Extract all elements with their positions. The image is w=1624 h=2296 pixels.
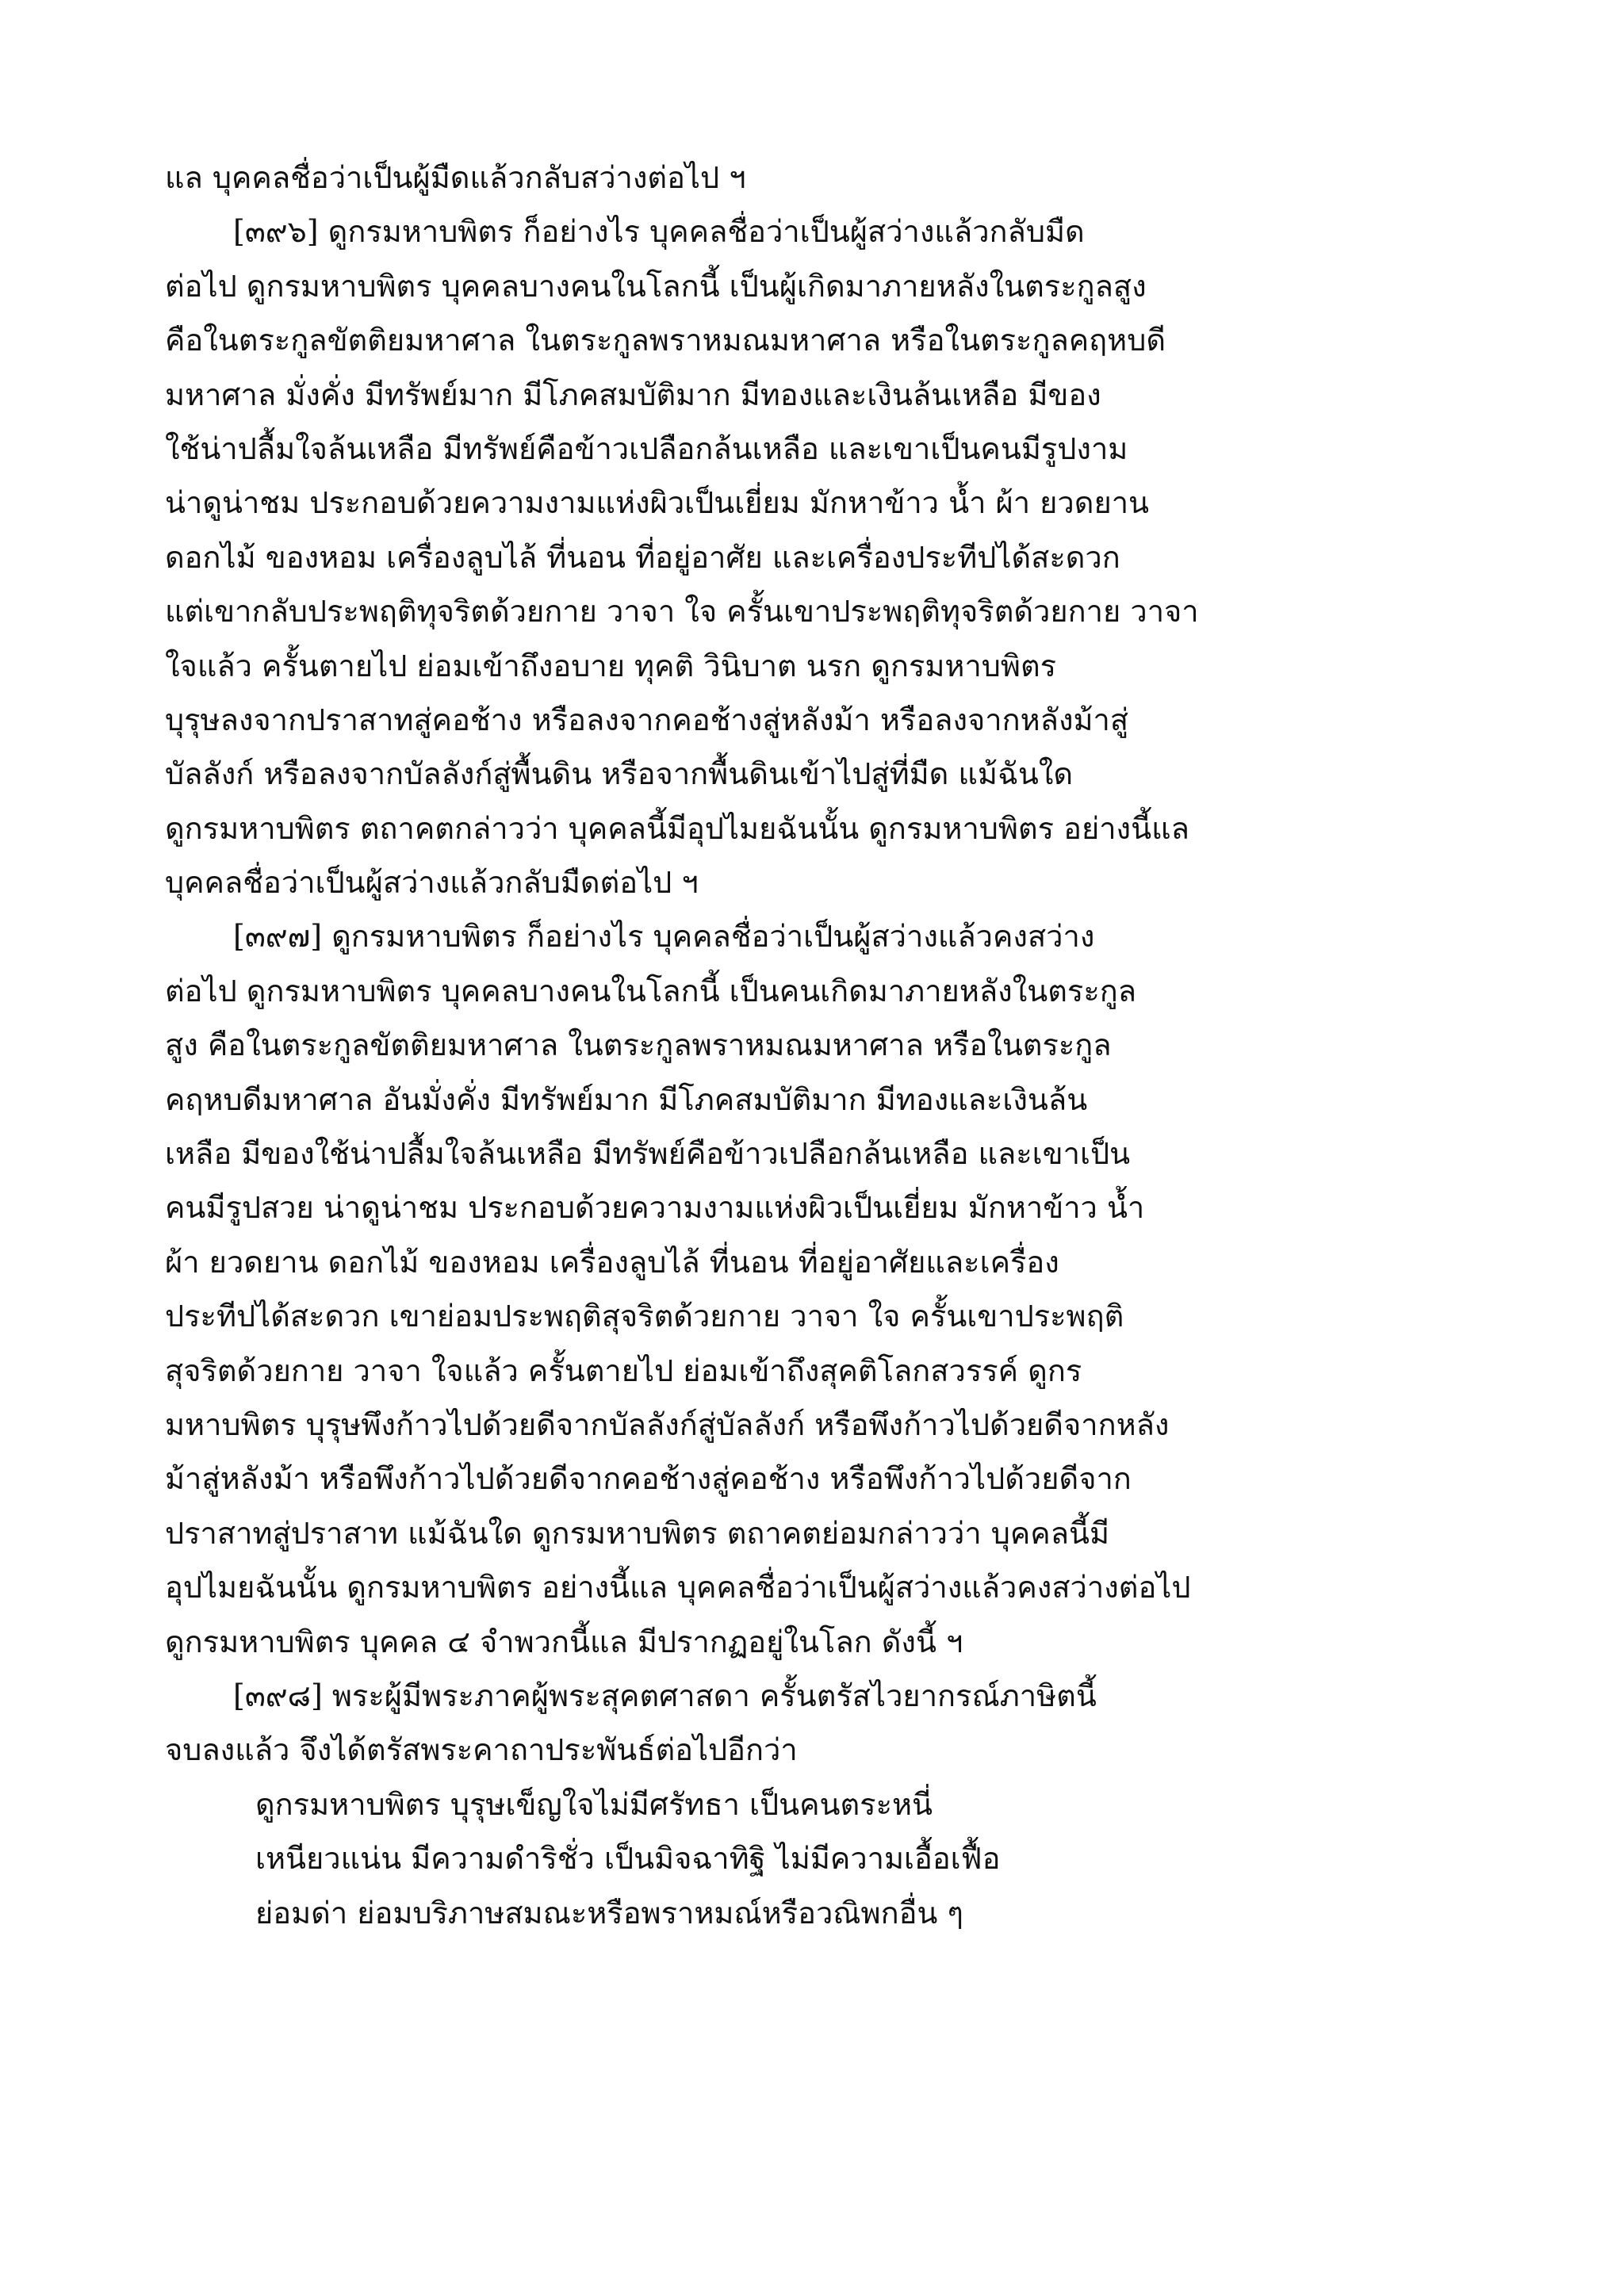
text-line: อุปไมยฉันนั้น ดูกรมหาบพิตร อย่างนี้แล บุคคลชื่อว่าเป็นผู้สว่างแล้วคงสว่างต่อไป (165, 1570, 1191, 1605)
text-line: แล บุคคลชื่อว่าเป็นผู้มืดแล้วกลับสว่างต่อไป ฯ (165, 160, 746, 195)
paragraph-398-start: [๓๙๘] พระผู้มีพระภาคผู้พระสุคตศาสดา ครั้นตรัสไวยากรณ์ภาษิตนี้ (233, 1678, 1097, 1713)
text-line: คือในตระกูลขัตติยมหาศาล ในตระกูลพราหมณมหาศาล หรือในตระกูลคฤหบดี (165, 323, 1166, 358)
text-line: สูง คือในตระกูลขัตติยมหาศาล ในตระกูลพราหมณมหาศาล หรือในตระกูล (165, 1027, 1112, 1063)
text-line: แต่เขากลับประพฤติทุจริตด้วยกาย วาจา ใจ ครั้นเขาประพฤติทุจริตด้วยกาย วาจา (165, 594, 1199, 629)
text-line: ผ้า ยวดยาน ดอกไม้ ของหอม เครื่องลูบไล้ ที่นอน ที่อยู่อาศัยและเครื่อง (165, 1244, 1059, 1280)
text-line: สุจริตด้วยกาย วาจา ใจแล้ว ครั้นตายไป ย่อมเข้าถึงสุคติโลกสวรรค์ ดูกร (165, 1353, 1082, 1388)
text-line: คฤหบดีมหาศาล อันมั่งคั่ง มีทรัพย์มาก มีโภคสมบัติมาก มีทองและเงินล้น (165, 1081, 1088, 1117)
text-line: บุรุษลงจากปราสาทสู่คอช้าง หรือลงจากคอช้างสู่หลังม้า หรือลงจากหลังม้าสู่ (165, 702, 1129, 737)
text-line: ใช้น่าปลื้มใจล้นเหลือ มีทรัพย์คือข้าวเปลือกล้นเหลือ และเขาเป็นคนมีรูปงาม (165, 430, 1128, 466)
body-text (165, 151, 1481, 1940)
verse-line: ดูกรมหาบพิตร บุรุษเข็ญใจไม่มีศรัทธา เป็นคนตระหนี่ (255, 1786, 933, 1822)
text-line: ดูกรมหาบพิตร ตถาคตกล่าวว่า บุคคลนี้มีอุปไมยฉันนั้น ดูกรมหาบพิตร อย่างนี้แล (165, 810, 1189, 846)
text-line: เหลือ มีของใช้น่าปลื้มใจล้นเหลือ มีทรัพย์คือข้าวเปลือกล้นเหลือ และเขาเป็น (165, 1136, 1131, 1172)
text-line: ต่อไป ดูกรมหาบพิตร บุคคลบางคนในโลกนี้ เป็นคนเกิดมาภายหลังในตระกูล (165, 973, 1137, 1008)
verse-line: ย่อมด่า ย่อมบริภาษสมณะหรือพราหมณ์หรือวณิพกอื่น ๆ (255, 1895, 963, 1931)
text-line: ต่อไป ดูกรมหาบพิตร บุคคลบางคนในโลกนี้ เป็นผู้เกิดมาภายหลังในตระกูลสูง (165, 268, 1147, 304)
paragraph-396-start: [๓๙๖] ดูกรมหาบพิตร ก็อย่างไร บุคคลชื่อว่าเป็นผู้สว่างแล้วกลับมืด (233, 214, 1085, 250)
verse-line: เหนียวแน่น มีความดำริชั่ว เป็นมิจฉาทิฐิ ไม่มีความเอื้อเฟื้อ (255, 1841, 1001, 1877)
text-line: ใจแล้ว ครั้นตายไป ย่อมเข้าถึงอบาย ทุคติ วินิบาต นรก ดูกรมหาบพิตร (165, 648, 1057, 683)
text-line: ประทีปได้สะดวก เขาย่อมประพฤติสุจริตด้วยกาย วาจา ใจ ครั้นเขาประพฤติ (165, 1299, 1124, 1334)
text-line: ปราสาทสู่ปราสาท แม้ฉันใด ดูกรมหาบพิตร ตถาคตย่อมกล่าวว่า บุคคลนี้มี (165, 1515, 1110, 1551)
text-line: ม้าสู่หลังม้า หรือพึงก้าวไปด้วยดีจากคอช้างสู่คอช้าง หรือพึงก้าวไปด้วยดีจาก (165, 1461, 1132, 1497)
text-line: น่าดูน่าชม ประกอบด้วยความงามแห่งผิวเป็นเยี่ยม มักหาข้าว น้ำ ผ้า ยวดยาน (165, 485, 1150, 521)
text-line: มหาบพิตร บุรุษพึงก้าวไปด้วยดีจากบัลลังก์สู่บัลลังก์ หรือพึงก้าวไปด้วยดีจากหลัง (165, 1406, 1170, 1442)
text-line: ดอกไม้ ของหอม เครื่องลูบไล้ ที่นอน ที่อยู่อาศัย และเครื่องประทีปได้สะดวก (165, 539, 1120, 575)
paragraph-397-start: [๓๙๗] ดูกรมหาบพิตร ก็อย่างไร บุคคลชื่อว่าเป็นผู้สว่างแล้วคงสว่าง (233, 919, 1095, 955)
text-line: จบลงแล้ว จึงได้ตรัสพระคาถาประพันธ์ต่อไปอีกว่า (165, 1732, 798, 1768)
text-line: มหาศาล มั่งคั่ง มีทรัพย์มาก มีโภคสมบัติมาก มีทองและเงินล้นเหลือ มีของ (165, 377, 1101, 412)
text-line: คนมีรูปสวย น่าดูน่าชม ประกอบด้วยความงามแห่งผิวเป็นเยี่ยม มักหาข้าว น้ำ (165, 1190, 1145, 1226)
text-line: ดูกรมหาบพิตร บุคคล ๔ จำพวกนี้แล มีปรากฏอยู่ในโลก ดังนี้ ฯ (165, 1624, 963, 1659)
text-line: บุคคลชื่อว่าเป็นผู้สว่างแล้วกลับมืดต่อไป ฯ (165, 865, 699, 901)
text-line: บัลลังก์ หรือลงจากบัลลังก์สู่พื้นดิน หรือจากพื้นดินเข้าไปสู่ที่มืด แม้ฉันใด (165, 756, 1074, 792)
